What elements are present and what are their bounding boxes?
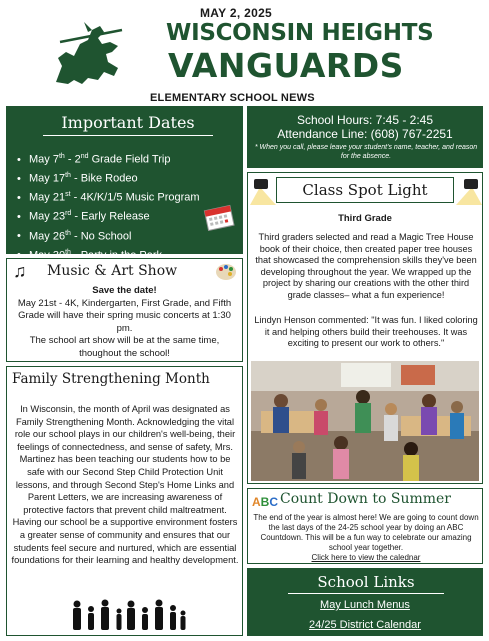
music-art-panel — [6, 258, 243, 362]
class-spotlight-title: Class Spot Light — [276, 177, 454, 203]
list-item: • May 23rd - Early Release — [17, 206, 200, 225]
music-art-title: Music & Art Show — [47, 263, 178, 279]
music-art-body — [10, 285, 239, 360]
issue-date: MAY 2, 2025 — [200, 6, 273, 20]
school-name: WISCONSIN HEIGHTS — [166, 20, 434, 46]
countdown-text: The end of the year is almost here! We are going to count down the last days of the 24-25 school year by doing an ABC Countdown. This will be a fun way to celebrate our amazing school year together. — [253, 513, 479, 552]
family-strengthening-body: In Wisconsin, the month of April was designated as Family Strengthening Month. Acknowledging the vital role our school plays in our children's well-being, their feelings of connectedness, and sense of safety, Mrs. Martinez has been teaching our students how to be safe with our Second Step Child Protection Unit lessons, and through Second Step's Home Links and Parent Letters, we are increasing awareness of protective factors that prevent child maltreatment. Having our school be a supportive environment fosters a greater sense of community and ensures that our students feel secure and nurtured, which are essential foundations for their learning and healthy development. — [11, 404, 239, 566]
list-item: • May 30th - Party in the Park — [17, 245, 200, 264]
spotlight-lamp-icon — [250, 179, 276, 205]
family-strengthening-title: Family Strengthening Month — [12, 371, 210, 387]
music-note-icon: ♫ — [13, 261, 27, 281]
class-grade: Third Grade — [338, 213, 392, 224]
spotlight-p2: Lindyn Henson commented: "It was fun. I liked coloring it and helping others build their treehouses. It was exciting to present our work to others." — [254, 315, 478, 349]
newsletter-subtitle: ELEMENTARY SCHOOL NEWS — [150, 92, 315, 104]
class-spotlight-panel — [247, 172, 483, 484]
family-silhouette — [69, 599, 187, 631]
abc-icon — [252, 495, 278, 509]
classroom-photo — [251, 361, 479, 481]
countdown-panel — [247, 488, 483, 564]
list-item: • May 21st - 4K/K/1/5 Music Program — [17, 187, 200, 206]
save-the-date: Save the date! — [92, 285, 157, 296]
countdown-title: Count Down to Summer — [280, 491, 451, 507]
school-hours: School Hours: 7:45 - 2:45 — [296, 113, 434, 127]
school-hours-panel — [247, 106, 483, 168]
abc-letter: A — [252, 495, 261, 509]
team-name: VANGUARDS — [168, 46, 404, 85]
list-item: • May 26th - No School — [17, 226, 200, 245]
district-calendar-link[interactable]: 24/25 District Calendar — [309, 619, 421, 631]
countdown-body — [252, 513, 480, 563]
attendance-line: Attendance Line: (608) 767-2251 — [277, 127, 453, 141]
school-links-panel — [247, 568, 483, 636]
list-item: • May 17th - Bike Rodeo — [17, 168, 200, 187]
abc-letter: B — [260, 495, 270, 509]
music-art-p2: The school art show will be at the same time, thoughout the school! — [29, 335, 220, 359]
important-dates-panel — [6, 106, 243, 262]
school-links-title: School Links — [288, 572, 444, 594]
palette-icon — [215, 263, 237, 281]
spotlight-p1: Third graders selected and read a Magic Tree House book of their choice, then created paper tree houses that showcased the comprehension skills they've been developing throughout the year. We wrapped up the project by sharing our creations with the other third grade classes– what a fun experience! — [255, 232, 477, 300]
important-dates-list — [17, 149, 200, 264]
spotlight-lamp-icon — [456, 179, 482, 205]
calendar-link[interactable]: Click here to view the calednar — [311, 553, 421, 562]
attendance-note: * When you call, please leave your student's name, teacher, and reason for the absence. — [254, 144, 478, 160]
important-dates-title: Important Dates — [43, 111, 213, 136]
family-strengthening-panel — [6, 366, 243, 636]
abc-letter: C — [269, 495, 279, 509]
knight-logo — [48, 22, 130, 88]
music-art-p1: May 21st - 4K, Kindergarten, First Grade, and Fifth Grade will have their spring music concerts at 1:30 pm. — [17, 297, 232, 334]
calendar-icon — [203, 203, 235, 231]
list-item: • May 7th - 2nd Grade Field Trip — [17, 149, 200, 168]
lunch-menu-link[interactable]: May Lunch Menus — [320, 599, 410, 611]
